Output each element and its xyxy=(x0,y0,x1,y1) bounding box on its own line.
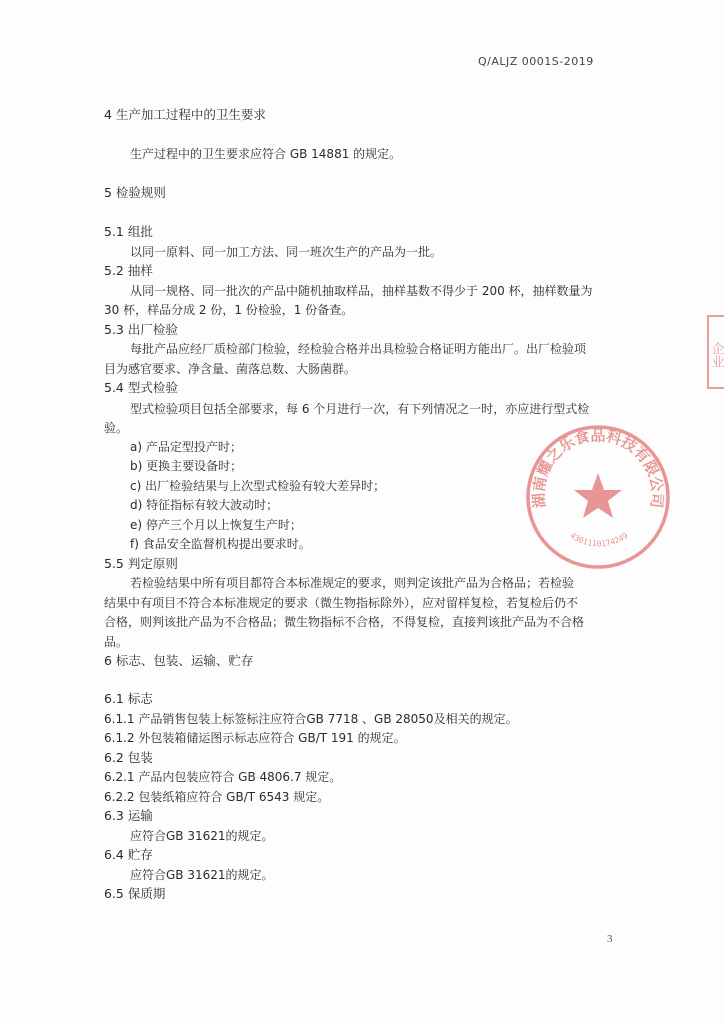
section-5-5-body-2: 结果中有项目不符合本标准规定的要求（微生物指标除外），应对留样复检，若复检后仍不 xyxy=(104,596,579,610)
svg-text:湖南耀之乐食品科技有限公司: 湖南耀之乐食品科技有限公司 xyxy=(529,426,667,509)
star-icon xyxy=(574,473,622,518)
section-6-1-2: 6.1.2 外包装箱储运图示标志应符合 GB/T 191 的规定。 xyxy=(104,731,406,745)
section-5-5-body-3: 合格，则判该批产品为不合格品；微生物指标不合格，不得复检，直接判该批产品为不合格 xyxy=(104,615,585,629)
section-6-2-2: 6.2.2 包装纸箱应符合 GB/T 6543 规定。 xyxy=(104,790,330,804)
list-item-e: e) 停产三个月以上恢复生产时； xyxy=(130,518,302,532)
section-5-4-body-1: 型式检验项目包括全部要求，每 6 个月进行一次，有下列情况之一时，亦应进行型式检 xyxy=(130,402,590,416)
svg-text:4301110174249: 4301110174249 xyxy=(568,530,630,549)
section-5-2-heading: 5.2 抽样 xyxy=(104,263,153,278)
section-4-body: 生产过程中的卫生要求应符合 GB 14881 的规定。 xyxy=(130,147,402,161)
section-5-3-body-2: 目为感官要求、净含量、菌落总数、大肠菌群。 xyxy=(104,362,357,376)
list-item-c: c) 出厂检验结果与上次型式检验有较大差异时； xyxy=(130,479,386,493)
section-5-4-heading: 5.4 型式检验 xyxy=(104,380,178,395)
list-item-d: d) 特征指标有较大波动时； xyxy=(130,498,279,512)
list-item-b: b) 更换主要设备时； xyxy=(130,459,243,473)
company-seal xyxy=(522,421,674,573)
section-6-3-heading: 6.3 运输 xyxy=(104,808,153,823)
section-5-5-body-4: 品。 xyxy=(104,635,129,649)
section-5-heading: 5 检验规则 xyxy=(104,185,166,200)
section-5-1-heading: 5.1 组批 xyxy=(104,224,153,239)
section-6-2-1: 6.2.1 产品内包装应符合 GB 4806.7 规定。 xyxy=(104,770,342,784)
section-4-heading: 4 生产加工过程中的卫生要求 xyxy=(104,107,266,122)
section-6-5-heading: 6.5 保质期 xyxy=(104,886,166,901)
svg-text:企业: 企业 xyxy=(708,342,724,368)
section-5-5-heading: 5.5 判定原则 xyxy=(104,556,178,571)
section-5-2-body-1: 从同一规格、同一批次的产品中随机抽取样品，抽样基数不得少于 200 杯，抽样数量为 xyxy=(130,284,593,298)
section-6-2-heading: 6.2 包装 xyxy=(104,750,153,765)
standard-code: Q/ALJZ 0001S-2019 xyxy=(478,55,594,68)
edge-seal-fragment xyxy=(702,312,724,392)
section-6-heading: 6 标志、包装、运输、贮存 xyxy=(104,653,254,668)
section-5-3-body-1: 每批产品应经厂质检部门检验，经检验合格并出具检验合格证明方能出厂。出厂检验项 xyxy=(130,342,587,356)
section-6-4-heading: 6.4 贮存 xyxy=(104,847,153,862)
list-item-a: a) 产品定型投产时； xyxy=(130,440,242,454)
section-5-4-body-2: 验。 xyxy=(104,421,129,435)
list-item-f: f) 食品安全监督机构提出要求时。 xyxy=(130,537,311,551)
section-5-2-body-2: 30 杯，样品分成 2 份，1 份检验，1 份备查。 xyxy=(104,303,354,317)
section-5-3-heading: 5.3 出厂检验 xyxy=(104,322,178,337)
section-5-1-body: 以同一原料、同一加工方法、同一班次生产的产品为一批。 xyxy=(130,245,443,259)
section-6-4-body: 应符合GB 31621的规定。 xyxy=(130,868,274,882)
section-6-1-1: 6.1.1 产品销售包装上标签标注应符合GB 7718 、GB 28050及相关的规定。 xyxy=(104,712,518,726)
section-6-1-heading: 6.1 标志 xyxy=(104,691,153,706)
page-number: 3 xyxy=(607,933,613,945)
section-5-5-body-1: 若检验结果中所有项目都符合本标准规定的要求，则判定该批产品为合格品；若检验 xyxy=(130,576,575,590)
section-6-3-body: 应符合GB 31621的规定。 xyxy=(130,829,274,843)
